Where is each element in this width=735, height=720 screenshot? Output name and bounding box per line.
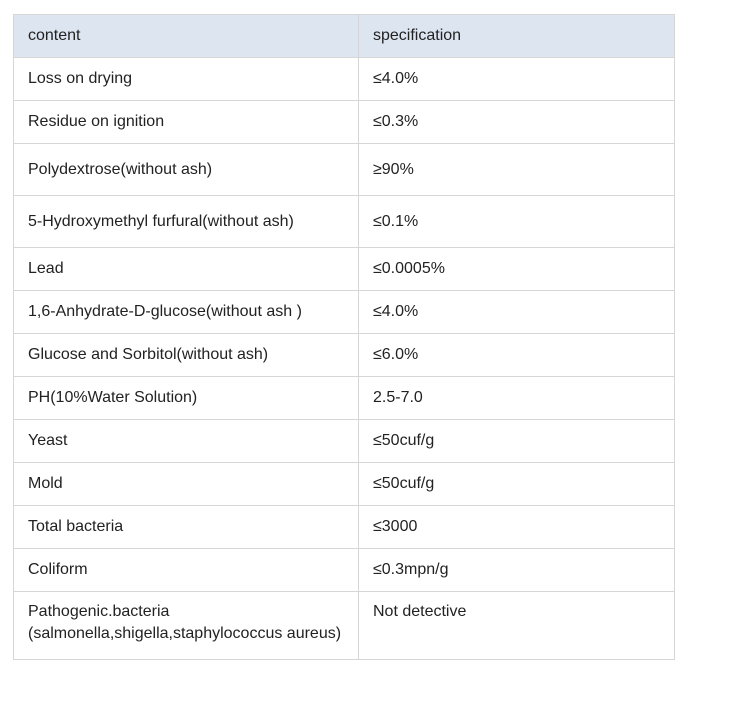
table-row — [14, 101, 675, 144]
content-cell: Polydextrose(without ash) — [14, 144, 359, 196]
content-cell: Pathogenic.bacteria (salmonella,shigella,staphylococcus aureus) — [14, 592, 359, 660]
table-row — [14, 506, 675, 549]
specification-cell: ≤0.3mpn/g — [359, 549, 675, 592]
table-row — [14, 420, 675, 463]
column-header-specification: specification — [359, 15, 675, 58]
specification-cell: ≤0.0005% — [359, 248, 675, 291]
specification-cell: 2.5-7.0 — [359, 377, 675, 420]
content-cell: Mold — [14, 463, 359, 506]
content-cell: PH(10%Water Solution) — [14, 377, 359, 420]
table-row — [14, 463, 675, 506]
specification-table — [13, 14, 675, 660]
content-cell: Residue on ignition — [14, 101, 359, 144]
specification-cell: ≤0.1% — [359, 196, 675, 248]
specification-cell: ≤4.0% — [359, 58, 675, 101]
table-row — [14, 334, 675, 377]
specification-cell: ≤50cuf/g — [359, 420, 675, 463]
content-cell: Lead — [14, 248, 359, 291]
specification-cell: ≤6.0% — [359, 334, 675, 377]
content-cell: Yeast — [14, 420, 359, 463]
table-row — [14, 592, 675, 660]
content-cell: Loss on drying — [14, 58, 359, 101]
specification-cell: ≤50cuf/g — [359, 463, 675, 506]
table-row — [14, 58, 675, 101]
content-cell: Glucose and Sorbitol(without ash) — [14, 334, 359, 377]
table-header-row — [14, 15, 675, 58]
content-cell: 5-Hydroxymethyl furfural(without ash) — [14, 196, 359, 248]
table-row — [14, 196, 675, 248]
table-row — [14, 248, 675, 291]
specification-cell: ≤4.0% — [359, 291, 675, 334]
specification-cell: ≤3000 — [359, 506, 675, 549]
table-row — [14, 377, 675, 420]
specification-cell: Not detective — [359, 592, 675, 660]
specification-cell: ≥90% — [359, 144, 675, 196]
table-row — [14, 144, 675, 196]
table-row — [14, 291, 675, 334]
content-cell: 1,6-Anhydrate-D-glucose(without ash ) — [14, 291, 359, 334]
content-cell: Coliform — [14, 549, 359, 592]
table-row — [14, 549, 675, 592]
column-header-content: content — [14, 15, 359, 58]
content-cell: Total bacteria — [14, 506, 359, 549]
specification-cell: ≤0.3% — [359, 101, 675, 144]
